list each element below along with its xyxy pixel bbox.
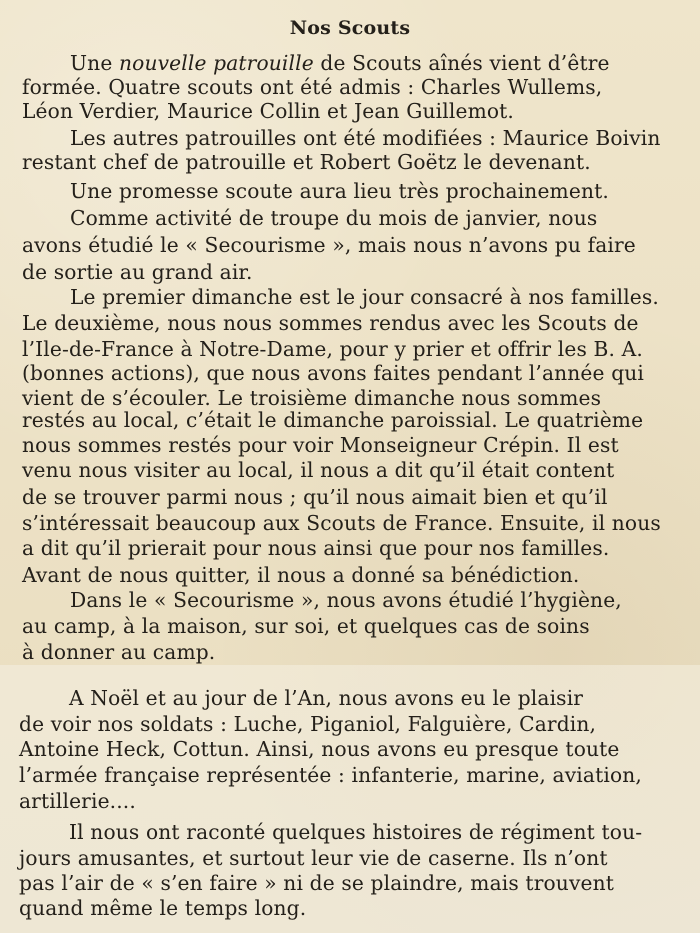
- paragraph-line: Le deuxième, nous nous sommes rendus avec les Scouts de: [22, 311, 639, 335]
- paragraph-line: Dans le « Secourisme », nous avons étudié l’hygiène,: [70, 588, 622, 612]
- paragraph-line: Avant de nous quitter, il nous a donné sa bénédiction.: [22, 563, 580, 587]
- paragraph-line: pas l’air de « s’en faire » ni de se plaindre, mais trouvent: [19, 871, 615, 895]
- article-title: Nos Scouts: [289, 17, 411, 39]
- paragraph-line: Le premier dimanche est le jour consacré à nos familles.: [70, 285, 659, 309]
- paragraph-line: de se trouver parmi nous ; qu’il nous aimait bien et qu’il: [22, 485, 608, 509]
- paragraph-line: au camp, à la maison, sur soi, et quelques cas de soins: [22, 614, 590, 638]
- paragraph-line: venu nous visiter au local, il nous a dit qu’il était content: [22, 458, 615, 482]
- paragraph-line: restés au local, c’était le dimanche paroissial. Le quatrième: [22, 408, 644, 432]
- paragraph-line: Léon Verdier, Maurice Collin et Jean Guillemot.: [22, 99, 515, 123]
- paragraph-line: vient de s’écouler. Le troisième dimanche nous sommes: [22, 386, 602, 410]
- text-fragment: Une: [70, 51, 119, 75]
- paragraph-line: avons étudié le « Secourisme », mais nous n’avons pu faire: [22, 233, 636, 257]
- paragraph-line: A Noël et au jour de l’An, nous avons eu le plaisir: [69, 686, 584, 710]
- paragraph-line: nous sommes restés pour voir Monseigneur Crépin. Il est: [22, 433, 619, 457]
- text-fragment: de Scouts aînés vient d’être: [313, 51, 610, 75]
- paragraph-line: quand même le temps long.: [19, 896, 307, 920]
- paragraph-line: de voir nos soldats : Luche, Piganiol, Falguière, Cardin,: [19, 712, 597, 736]
- paragraph-line: l’armée française représentée : infanterie, marine, aviation,: [19, 763, 642, 787]
- paragraph-line: Il nous ont raconté quelques histoires de régiment tou-: [69, 820, 643, 844]
- paragraph-line: jours amusantes, et surtout leur vie de caserne. Ils n’ont: [19, 846, 608, 870]
- paragraph-line: à donner au camp.: [22, 640, 216, 664]
- paragraph-line: (bonnes actions), que nous avons faites pendant l’année qui: [22, 361, 645, 385]
- paragraph-line: a dit qu’il prierait pour nous ainsi que pour nos familles.: [22, 536, 610, 560]
- paragraph-line: [70, 51, 610, 75]
- italic-text-fragment: nouvelle patrouille: [118, 51, 314, 75]
- paragraph-line: s’intéressait beaucoup aux Scouts de France. Ensuite, il nous: [22, 511, 661, 535]
- paragraph-line: Les autres patrouilles ont été modifiées : Maurice Boivin: [70, 126, 661, 150]
- paragraph-line: Comme activité de troupe du mois de janvier, nous: [70, 206, 598, 230]
- paragraph-line: l’Ile-de-France à Notre-Dame, pour y prier et offrir les B. A.: [22, 337, 643, 361]
- paragraph-line: artillerie....: [19, 789, 136, 813]
- paragraph-line: Une promesse scoute aura lieu très prochainement.: [70, 179, 609, 203]
- paragraph-line: formée. Quatre scouts ont été admis : Charles Wullems,: [22, 75, 603, 99]
- paragraph-line: de sortie au grand air.: [22, 260, 253, 284]
- paragraph-line: Antoine Heck, Cottun. Ainsi, nous avons eu presque toute: [19, 737, 620, 761]
- paragraph-line: restant chef de patrouille et Robert Goëtz le devenant.: [22, 150, 591, 174]
